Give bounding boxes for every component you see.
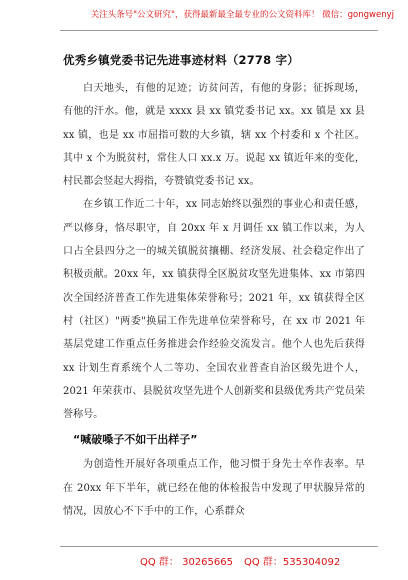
- document-title: 优秀乡镇党委书记先进事迹材料（2778 字）: [63, 53, 299, 67]
- footer: [0, 540, 408, 580]
- paragraph-3: 为创造性开展好各项重点工作，他习惯于身先士卒作表率。早在 20xx 年下半年，就已经在他的体检报告中发现了甲状腺异常的情况，因放心不下手中的工作，心系群众: [63, 459, 365, 518]
- footer-divider: [60, 546, 378, 547]
- qq-group-2: QQ 群：535304092: [244, 557, 341, 568]
- document-body: [63, 52, 365, 523]
- promo-banner-text: 关注头条号"公文研究"，获得最新最全最专业的公文资料库！ 微信：gongwenyj: [90, 10, 394, 20]
- qq-group-1: QQ 群： 30265665: [140, 557, 233, 568]
- section-subheading: “喊破嗓子不如干出样子”: [73, 433, 198, 447]
- header-banner: [0, 0, 408, 38]
- paragraph-2: 在乡镇工作近二十年，xx 同志始终以强烈的事业心和责任感，严以修身，恪尽职守，自 20xx 年 x 月调任 xx 镇工作以来，为人口占全县四分之一的城关镇脱贫攘棚、经济发展、社会稳定作出了积极贡献。20xx 年，xx 镇获得全区脱贫攻坚先进集体、xx 市第四次全国经济普查工作先进集体荣誉称号；2021 年，xx 镇获得全区村（社区）"两委"换届工作先进单位荣誉称号，在 xx 市 2021 年基层党建工作重点任务推进会作经验交流发言。他个人也先后获得 xx 计划生育系统个人二等功、全国农业普查自治区级先进个人，2021 年荣获市、县脱贫攻坚先进个人创新奖和县级优秀共产党员荣誉称号。: [63, 199, 365, 421]
- header-divider: [60, 30, 378, 31]
- paragraph-1: 白天地头，有他的足迹；访贫问苦，有他的身影；征拆现场，有他的汗水。他，就是 xxxx 县 xx 镇党委书记 xx。xx 镇是 xx 县 xx 镇，也是 xx 市屈指可数的大乡镇，辖 xx 个村委和 x 个社区。其中 x 个为脱贫村，常住人口 xx.x 万。说起 xx 镇近年来的变化，村民都会竖起大拇指，夸赞镇党委书记 xx。: [63, 83, 365, 188]
